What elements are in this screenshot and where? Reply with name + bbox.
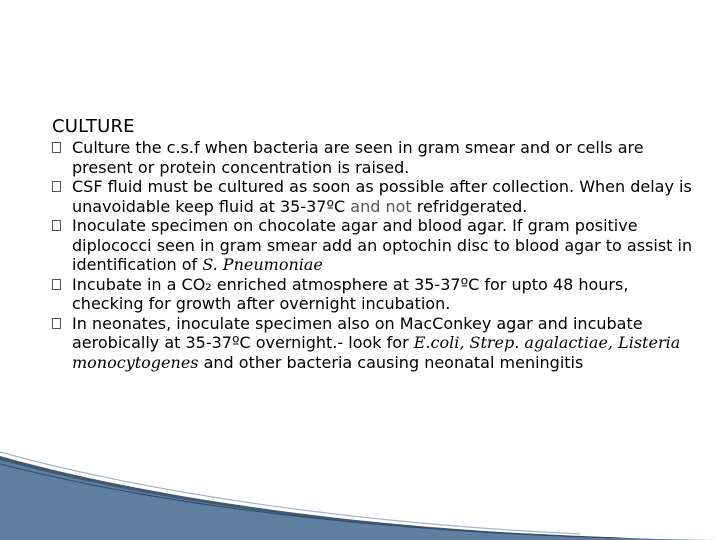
bullet-text: Inoculate specimen on chocolate agar and blood agar. If gram positive diplococci seen in gram smear add an optochin disc to blood agar to assist in identification of <box>72 216 693 274</box>
bullet-text-grey: and not <box>350 196 412 216</box>
bullet-text: In neonates, inoculate specimen also on MacConkey agar and incubate aerobically at 35-37ºC overnight.- look for <box>72 313 643 352</box>
decorative-wave <box>0 450 720 540</box>
bullet-list <box>52 138 702 372</box>
bullet-text-end: and other bacteria causing neonatal meningitis <box>203 352 584 372</box>
organism-name: S. Pneumoniae <box>202 255 323 274</box>
bullet-item-culture-criteria <box>52 138 702 177</box>
square-bullet-icon <box>52 279 61 290</box>
bullet-text: CSF fluid must be cultured as soon as possible after collection. When delay is unavoidable keep fluid at 35-37ºC <box>72 177 692 216</box>
square-bullet-icon <box>52 142 61 153</box>
organism-names: E.coli, Strep. agalactiae, Listeria monocytogenes <box>72 333 681 372</box>
bullet-item-csf-timing <box>52 177 702 216</box>
square-bullet-icon <box>52 220 61 231</box>
bullet-item-neonates <box>52 314 702 373</box>
bullet-text: Culture the c.s.f when bacteria are seen in gram smear and or cells are present or protein concentration is raised. <box>72 138 644 177</box>
bullet-item-incubation <box>52 275 702 314</box>
slide-heading: CULTURE <box>52 116 135 137</box>
square-bullet-icon <box>52 181 61 192</box>
bullet-text: Incubate in a CO₂ enriched atmosphere at 35-37ºC for upto 48 hours, checking for growth after overnight incubation. <box>72 274 629 313</box>
square-bullet-icon <box>52 318 61 329</box>
bullet-text-end: refridgerated. <box>416 196 528 216</box>
bullet-item-inoculation <box>52 216 702 275</box>
wave-band-light <box>0 460 720 540</box>
